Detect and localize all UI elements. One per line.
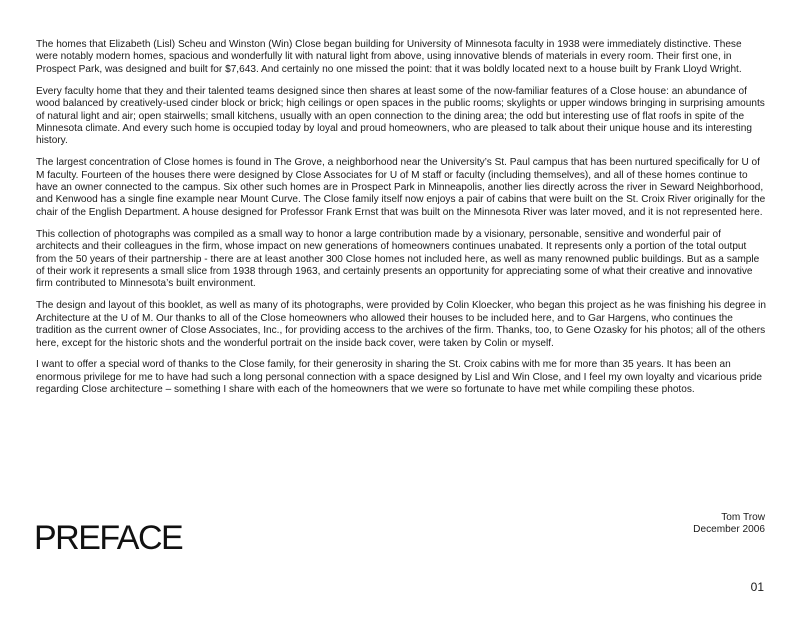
paragraph-3: The largest concentration of Close homes is found in The Grove, a neighborhood near the University’s St. Paul campus that has been nurtured specifically for U of M faculty. Fourteen of the houses there were designed by Close Associates for U of M staff or faculty (including themselves), and all of these homes continue to have an owner connected to the campus. Six other such homes are in Prospect Park in Minneapolis, another lies directly across the river in Seward Neighborhood, and Kenwood has a single fine example near Mount Curve. The Close family itself now enjoys a pair of cabins that were built on the St. Croix River originally for the chair of the English Department. A house designed for Professor Frank Ernst that was built on the Minnesota River was later moved, and it is not represented here.	[36, 157, 766, 218]
preface-body	[36, 39, 766, 406]
page-number: 01	[750, 580, 764, 594]
paragraph-5: The design and layout of this booklet, as well as many of its photographs, were provided by Colin Kloecker, who began this project as he was finishing his degree in Architecture at the U of M. Our thanks to all of the Close homeowners who allowed their houses to be included here, and to Gar Hargens, who continues the tradition as the current owner of Close Associates, Inc., for providing access to the archives of the firm. Thanks, too, to Gene Ozasky for his photos; all of the others here, except for the historic shots and the wonderful portrait on the inside back cover, were taken by Colin or myself.	[36, 300, 766, 349]
page-heading: PREFACE	[34, 519, 183, 557]
author-signature	[693, 512, 765, 537]
paragraph-2: Every faculty home that they and their talented teams designed since then shares at least some of the now-familiar features of a Close house: an abundance of wood balanced by creatively-used cinder block or brick; high ceilings or open spaces in the public rooms; skylights or upper windows bringing in surprising amounts of natural light and air; open stairwells; small kitchens, usually with an open connection to the dining area; the odd but interesting use of flat roofs in spite of the Minnesota climate. And every such home is occupied today by loyal and proud homeowners, who are pleased to talk about their unique house and its interesting history.	[36, 85, 765, 147]
paragraph-4: This collection of photographs was compiled as a small way to honor a large contribution made by a visionary, personable, sensitive and wonderful pair of architects and their colleagues in the firm, whose impact on new generations of homeowners continues unabated. It represents only a portion of the total output from the 50 years of their partnership - there are at least another 300 Close homes not included here, as well as many renowned public buildings. But as a sample of their work it represents a small slice from 1938 through 1963, and certainly presents an opportunity for appreciating some of what their creative and innovative firm contributed to Minnesota’s built environment.	[36, 228, 760, 290]
paragraph-6: I want to offer a special word of thanks to the Close family, for their generosity in sharing the St. Croix cabins with me for more than 35 years. It has been an enormous privilege for me to have had such a long personal connection with a space designed by Lisl and Win Close, and I feel my own loyalty and vicarious pride regarding Close architecture – something I share with each of the homeowners that we were so fortunate to have met while compiling these photos.	[36, 359, 763, 396]
paragraph-1: The homes that Elizabeth (Lisl) Scheu and Winston (Win) Close began building for University of Minnesota faculty in 1938 were immediately distinctive. These were notably modern homes, spacious and wonderfully lit with natural light from above, using innovative blends of materials in every room. Their first one, in Prospect Park, was designed and built for $7,643. And certainly no one missed the point: that it was boldly located next to a house built by Frank Lloyd Wright.	[36, 39, 742, 75]
signature-date: December 2006	[693, 524, 765, 536]
author-name: Tom Trow	[721, 512, 765, 523]
